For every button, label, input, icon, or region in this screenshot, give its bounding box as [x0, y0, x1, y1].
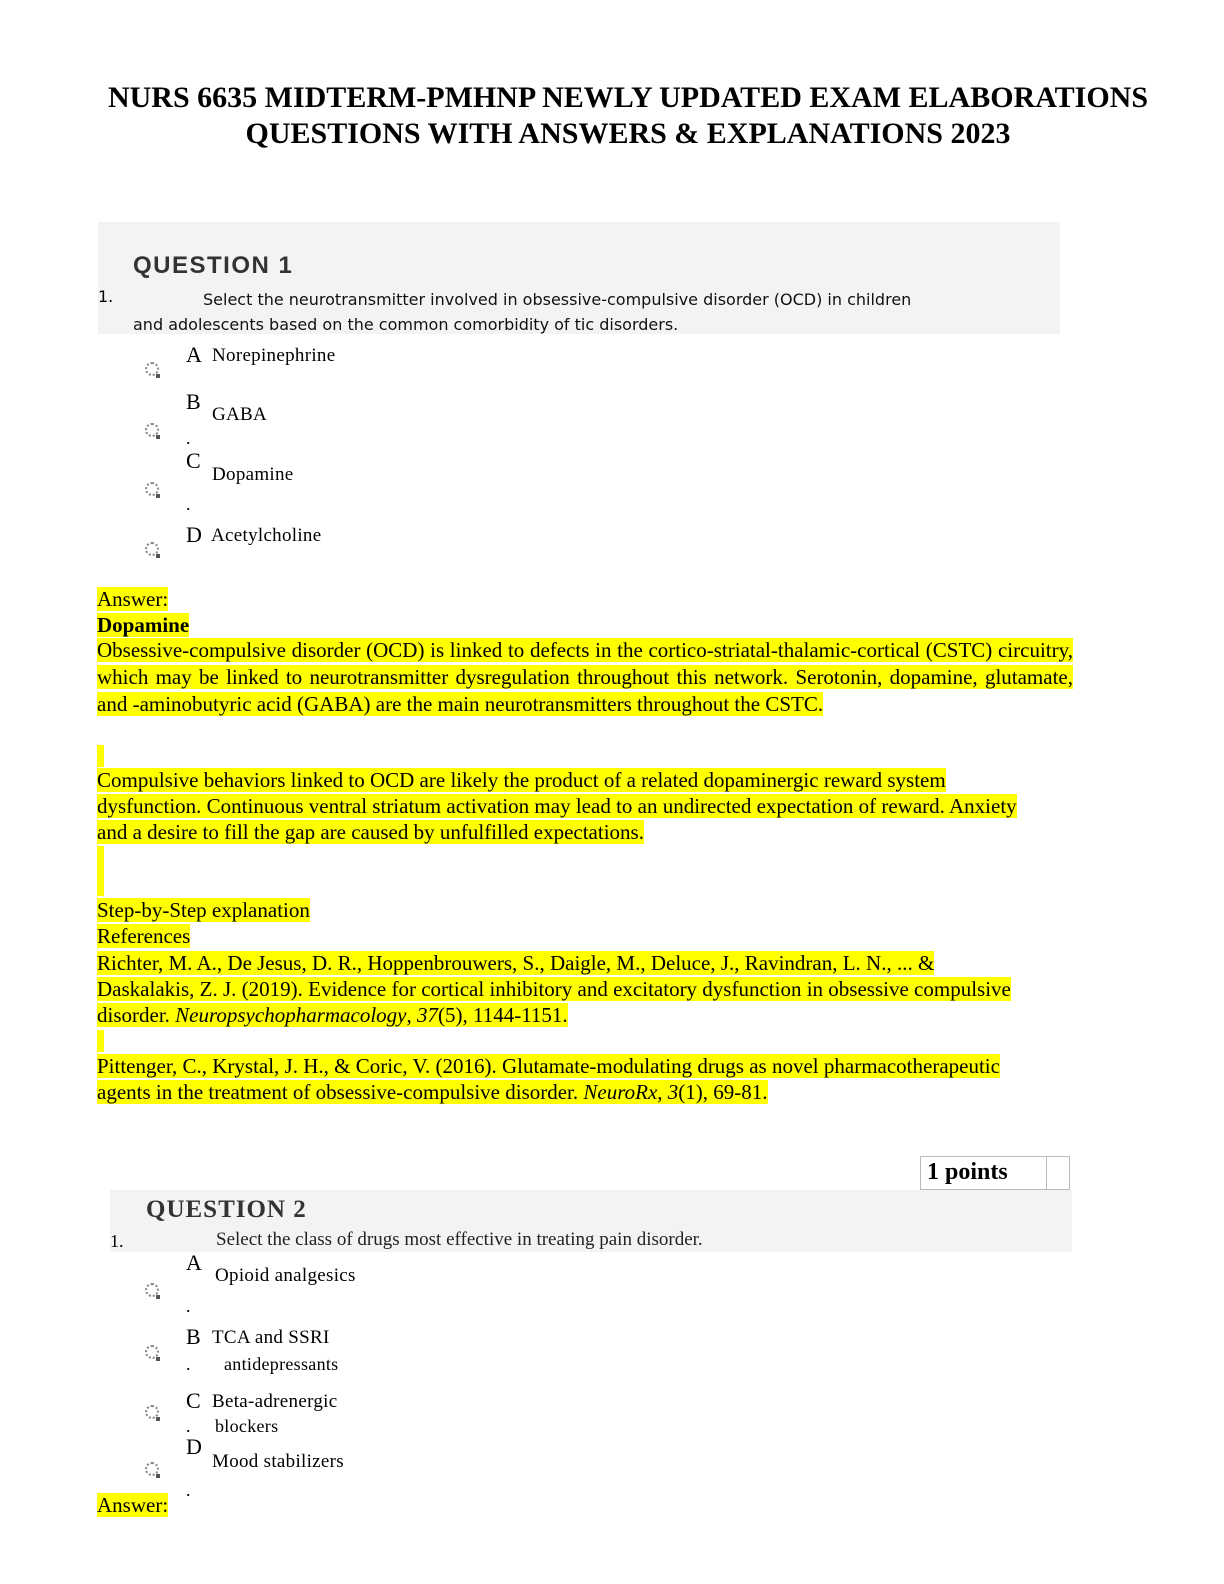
- option-a-text[interactable]: Norepinephrine: [212, 345, 336, 366]
- question-2-number: 1.: [110, 1231, 124, 1251]
- option-c-radio[interactable]: [145, 482, 159, 496]
- answer-1-label: Answer:: [97, 587, 169, 611]
- points-divider: [1046, 1157, 1047, 1189]
- q2-option-a-dot: .: [186, 1296, 191, 1316]
- points-box: [920, 1156, 1070, 1190]
- option-b-letter: B: [186, 389, 201, 414]
- document-title: [40, 80, 1216, 152]
- highlight-spacer: [97, 1030, 104, 1052]
- option-a-letter: A: [186, 342, 202, 367]
- option-b-text[interactable]: GABA: [212, 404, 268, 425]
- reference-2: Pittenger, C., Krystal, J. H., & Coric, V. (2016). Glutamate-modulating drugs as novel pharmacotherapeutic agents in the treatment of obsessive-compulsive disorder. NeuroRx, 3(1), 69-81.: [97, 1054, 1000, 1104]
- highlight-spacer: [97, 846, 104, 896]
- q2-option-b-letter: B: [186, 1324, 201, 1349]
- highlight-spacer: [97, 745, 104, 767]
- question-1-label: QUESTION 1: [133, 252, 294, 279]
- option-d-text[interactable]: Acetylcholine: [211, 525, 322, 546]
- q2-option-d-dot: .: [186, 1480, 191, 1500]
- option-c-dot: .: [186, 494, 191, 514]
- option-b-dot: .: [186, 428, 191, 448]
- option-d-radio[interactable]: [145, 542, 159, 556]
- q2-option-b-dot: .: [186, 1354, 191, 1374]
- option-b-radio[interactable]: [145, 423, 159, 437]
- option-c-letter: C: [186, 448, 201, 473]
- option-c-text[interactable]: Dopamine: [212, 464, 294, 485]
- q2-option-d-letter: D: [186, 1434, 202, 1459]
- q2-option-c-text[interactable]: Beta-adrenergic: [212, 1391, 338, 1412]
- q2-option-d-radio[interactable]: [145, 1462, 159, 1476]
- q2-option-c-dot: .: [186, 1416, 191, 1436]
- step-by-step-label: Step-by-Step explanation: [97, 898, 310, 922]
- q2-option-a-radio[interactable]: [145, 1283, 159, 1297]
- q2-option-c-text-line2[interactable]: blockers: [215, 1416, 279, 1436]
- q2-option-b-radio[interactable]: [145, 1345, 159, 1359]
- q2-option-b-text[interactable]: TCA and SSRI: [212, 1327, 330, 1348]
- q2-option-b-text-line2[interactable]: antidepressants: [224, 1354, 339, 1374]
- question-1-text: Select the neurotransmitter involved in obsessive-compulsive disorder (OCD) in children and adolescents based on the common comorbidity of tic disorders.: [133, 290, 912, 334]
- question-2-label: QUESTION 2: [146, 1196, 307, 1223]
- answer-2-label: Answer:: [97, 1493, 169, 1517]
- references-label: References: [97, 924, 191, 948]
- explanation-paragraph-1: Obsessive-compulsive disorder (OCD) is linked to defects in the cortico-striatal-thalamic-cortical (CSTC) circuitry, which may be linked to neurotransmitter dysregulation throughout this network. Serotonin, dopamine, glutamate, and -aminobutyric acid (GABA) are the main neurotransmitters throughout the CSTC.: [97, 638, 1073, 716]
- title-line-2: QUESTIONS WITH ANSWERS & EXPLANATIONS 2023: [245, 117, 1011, 150]
- option-d-letter: D: [186, 522, 202, 547]
- question-2-text: Select the class of drugs most effective in treating pain disorder.: [216, 1229, 703, 1250]
- q2-option-a-text[interactable]: Opioid analgesics: [215, 1265, 356, 1286]
- q2-option-c-letter: C: [186, 1388, 201, 1413]
- q2-option-d-text[interactable]: Mood stabilizers: [212, 1451, 344, 1472]
- reference-1: Richter, M. A., De Jesus, D. R., Hoppenbrouwers, S., Daigle, M., Deluce, J., Ravindran, L. N., ... & Daskalakis, Z. J. (2019). Evidence for cortical inhibitory and excitatory dysfunction in obsessive compulsive disorder. Neuropsychopharmacology, 37(5), 1144-1151.: [97, 951, 1011, 1027]
- q2-option-c-radio[interactable]: [145, 1405, 159, 1419]
- title-line-1: NURS 6635 MIDTERM-PMHNP NEWLY UPDATED EXAM ELABORATIONS: [107, 81, 1149, 114]
- question-1-number: 1.: [98, 287, 114, 306]
- points-label: 1 points: [927, 1159, 1008, 1185]
- explanation-paragraph-2: Compulsive behaviors linked to OCD are likely the product of a related dopaminergic reward system dysfunction. Continuous ventral striatum activation may lead to an undirected expectation of reward. Anxiety and a desire to fill the gap are caused by unfulfilled expectations.: [97, 768, 1017, 844]
- answer-1-value: Dopamine: [97, 613, 190, 637]
- option-a-radio[interactable]: [145, 362, 159, 376]
- q2-option-a-letter: A: [186, 1250, 202, 1275]
